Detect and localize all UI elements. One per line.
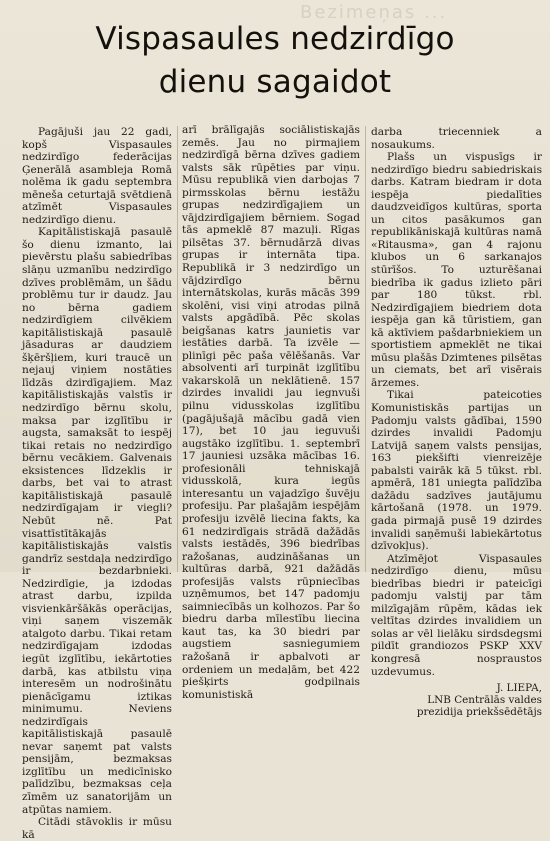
author-title-line-1: LNB Centrālās valdes (427, 694, 542, 707)
article-column-1 (22, 126, 172, 841)
headline-line-2: dienu sagaidot (158, 64, 392, 100)
paragraph: Pagājuši jau 22 gadi, kopš Vispasaules nedzirdīgo federācijas Ģenerālā asambleja Romā nolēma ik gadu septembra mēneša ceturtajā svētdienā atzīmēt Vispasaules nedzirdīgo dienu. (22, 126, 172, 226)
article-column-2 (182, 124, 360, 701)
paragraph: Citādi stāvoklis ir mūsu kā (22, 816, 172, 841)
bleed-through-text: Bezimeņas ... (300, 2, 448, 23)
paragraph: Kapitālistiskajā pasaulē šo dienu izmanto, lai pievērstu plašu sabiedrības slāņu uzmanību nedzirdīgo dzīves problēmām, un šādu problēmu tur ir daudz. Jau no bērna gadiem nedzirdīgiem cilvēkiem kapitālistiskajā pasaulē jāsaduras ar daudziem šķēršļiem, kuri traucē un nejauj viņiem nostāties līdzās dzirdīgajiem. Maz kapitālistiskajās valstīs ir nedzirdīgo bērnu skolu, maksa par izglītību ir augsta, samaksāt to iespēj tikai retais no nedzirdīgo bērnu vecākiem. Galvenais eksistences līdzeklis ir darbs, bet vai to atrast kapitālistiskajā pasaulē nedzirdīgajam ir viegli? Nebūt nē. Pat visattīstītākajās kapitālistiskajās valstīs gandrīz sestdaļa nedzirdīgo ir bezdarbnieki. Nedzirdīgie, ja izdodas atrast darbu, izpilda visvienkāršākās operācijas, viņi saņem viszemāk atalgoto darbu. Tikai retam nedzirdīgajam izdodas iegūt izglītību, iekārtoties darbā, kas atbilstu viņa interesēm un nodrošinātu pienācīgamu iztikas minimumu. Neviens nedzirdīgais kapitālistiskajā pasaulē nevar saņemt pat valsts pensijām, bezmaksas izglītību un medicīnisko palīdzību, bezmaksas ceļa zīmēm uz sanatorijām un atpūtas namiem. (22, 226, 172, 816)
article-column-3 (371, 126, 542, 719)
author-signature (371, 682, 542, 719)
paragraph: darba triecenniek a nosaukums. (371, 126, 542, 151)
paragraph: Plašs un vispusīgs ir nedzirdīgo biedru sabiedriskais darbs. Katram biedram ir dota iespēja piedalīties daudzveidīgos kultūras, sporta un citos pasākumos gan republikāniskajā kultūras namā «Ritausma», gan 4 rajonu klubos un 6 sarkanajos stūrīšos. To uzturēšanai biedrība ik gadus izlieto pāri par 180 tūkst. rbl. Nedzirdīgajiem biedriem dota iespēja gan kā tūristiem, gan kā aktīviem pašdarbniekiem un sportistiem apmeklēt ne tikai mūsu plašās Dzimtenes pilsētas un ciemats, bet arī visērais ārzemes. (371, 151, 542, 389)
column-divider (365, 126, 366, 572)
headline-line-1: Vispasaules nedzirdīgo (95, 21, 455, 57)
author-name: J. LIEPA, (496, 682, 542, 695)
paragraph: Atzīmējot Vispasaules nedzirdīgo dienu, mūsu biedrības biedri ir pateicīgi padomju valstij par tām milzīgajām rūpēm, kādas iek veltītas dzirdes invalidiem un solas ar vēl lielāku sirdsdegsmi pildīt grandiozos PSKP XXV kongresā nospraustos uzdevumus. (371, 552, 542, 678)
column-divider (177, 126, 178, 572)
article-headline (0, 18, 550, 104)
author-title-line-2: prezidija priekšsēdētājs (416, 706, 542, 719)
paragraph: Tikai pateicoties Komunistiskās partijas un Padomju valsts gādībai, 1590 dzirdes invalidi Padomju Latvijā saņem valsts pensijas, 163 piekšifti vienreizēje pabalsti vairāk kā 5 tūkst. rbl. apmērā, 181 uniegta palīdzība dažādu sadzīves jautājumu kārtošanā (1978. un 1979. gada pirmajā pusē 19 dzirdes invalidi saņēmuši labiekārtotus dzīvokļus). (371, 389, 542, 553)
paragraph: arī brālīgajās sociālistiskajās zemēs. Jau no pirmajiem nedzirdīgā bērna dzīves gadiem valsts sāk rūpēties par viņu. Mūsu republikā vien darbojas 7 pirmsskolas bērnu iestāžu grupas nedzirdīgajiem un vājdzirdīgajiem bērniem. Sogad tās apmeklē 87 mazuļi. Rīgas pilsētas 37. bērnudārzā divas grupas ir internāta tipa. Republikā ir 3 nedzirdīgo un vājdzirdīgo bērnu internātskolas, kurās mācās 399 skolēni, visi viņi atrodas pilnā valsts apgādībā. Pēc skolas beigšanas katrs jaunietis var iestāties darbā. Ta izvēle — plinīgi pēc paša vēlēšanās. Var absolventi arī turpināt izglītību vakarskolā un neklātienē. 157 dzirdes invalidi jau iegnvuši pilnu vidusskolas izglītību (pagājušajā mācību gadā vien 17), bet 10 jau ieguvuši augstāko izglītību. 1. septembrī 17 jauniesi uzsāka mācības 16. profesionāli tehniskajā vidusskolā, kura iegūs interesantu un vajadzīgo šuvēju profesiju. Par plašajām iespējām profesiju izvēlē liecina fakts, ka 61 nedzirdīgais strādā dažādās valsts iestādēs, 396 biedrības ražošanas, audzināšanas un kultūras darbā, 921 dažādās profesijās valsts rūpniecības uzņēmumos, bet 147 padomju saimniecībās un kolhozos. Par šo biedru darba mīlestību liecina kaut tas, ka 30 biedri par augstiem sasniegumiem ražošanā ir apbalvoti ar ordeniem un medaļām, bet 422 piešķirts godpilnais komunistiskā (182, 124, 360, 701)
